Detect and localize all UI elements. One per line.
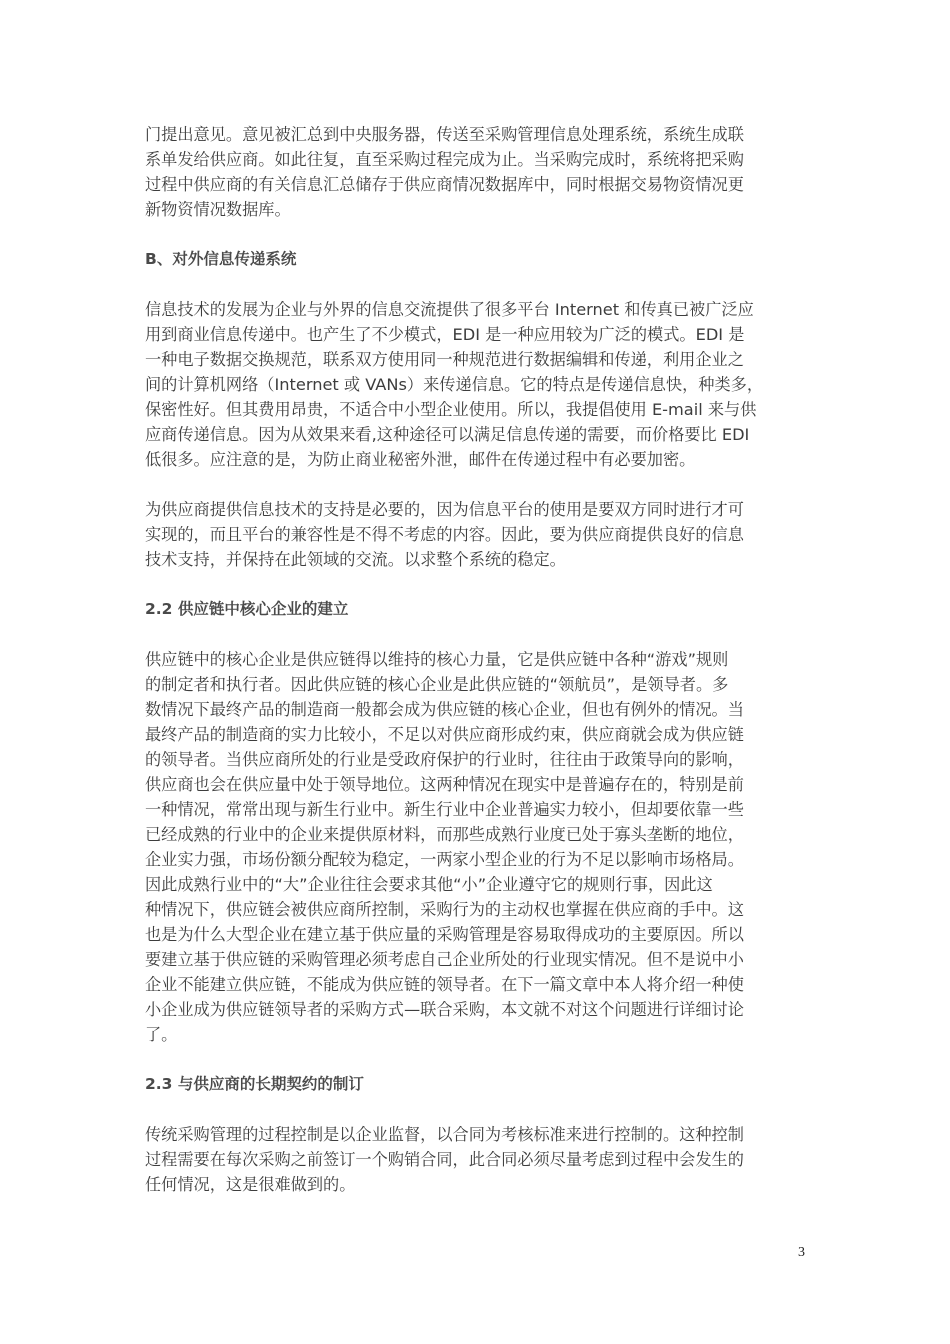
paragraph-edi xyxy=(145,297,805,472)
text-line: 一种情况，常常出现与新生行业中。新生行业中企业普遍实力较小，但却要依靠一些 xyxy=(145,800,744,819)
text-line: 也是为什么大型企业在建立基于供应量的采购管理是容易取得成功的主要原因。所以 xyxy=(145,925,744,944)
text-line: 信息技术的发展为企业与外界的信息交流提供了很多平台 Internet 和传真已被广泛应 xyxy=(145,300,754,319)
text-line: 为供应商提供信息技术的支持是必要的，因为信息平台的使用是要双方同时进行才可 xyxy=(145,500,744,519)
document-body xyxy=(145,122,805,1197)
section-heading-2-2: 2.2 供应链中核心企业的建立 xyxy=(145,600,349,618)
text-line: 因此成熟行业中的“大”企业往往会要求其他“小”企业遵守它的规则行事，因此这 xyxy=(145,875,713,894)
text-line: 实现的，而且平台的兼容性是不得不考虑的内容。因此，要为供应商提供良好的信息 xyxy=(145,525,744,544)
text-line: 要建立基于供应链的采购管理必须考虑自己企业所处的行业现实情况。但不是说中小 xyxy=(145,950,744,969)
text-line: 最终产品的制造商的实力比较小，不足以对供应商形成约束，供应商就会成为供应链 xyxy=(145,725,744,744)
paragraph-core-enterprise xyxy=(145,647,805,1047)
text-line: 应商传递信息。因为从效果来看,这种途径可以满足信息传递的需要，而价格要比 EDI xyxy=(145,425,750,444)
text-line: 过程需要在每次采购之前签订一个购销合同，此合同必须尽量考虑到过程中会发生的 xyxy=(145,1150,744,1169)
text-line: 技术支持，并保持在此领域的交流。以求整个系统的稳定。 xyxy=(145,550,566,569)
text-line: 数情况下最终产品的制造商一般都会成为供应链的核心企业，但也有例外的情况。当 xyxy=(145,700,744,719)
section-heading-external-info: B、对外信息传递系统 xyxy=(145,250,297,268)
paragraph-it-support xyxy=(145,497,805,572)
text-line: 任何情况，这是很难做到的。 xyxy=(145,1175,356,1194)
text-line: 企业不能建立供应链，不能成为供应链的领导者。在下一篇文章中本人将介绍一种使 xyxy=(145,975,744,994)
text-line: 的领导者。当供应商所处的行业是受政府保护的行业时，往往由于政策导向的影响， xyxy=(145,750,744,769)
page-number: 3 xyxy=(798,1245,805,1260)
text-line: 供应商也会在供应量中处于领导地位。这两种情况在现实中是普遍存在的，特别是前 xyxy=(145,775,744,794)
text-line: 低很多。应注意的是，为防止商业秘密外泄，邮件在传递过程中有必要加密。 xyxy=(145,450,696,469)
text-line: 企业实力强，市场份额分配较为稳定，一两家小型企业的行为不足以影响市场格局。 xyxy=(145,850,744,869)
text-line: 传统采购管理的过程控制是以企业监督，以合同为考核标准来进行控制的。这种控制 xyxy=(145,1125,744,1144)
text-line: 了。 xyxy=(145,1025,178,1044)
paragraph-process-control xyxy=(145,1122,805,1197)
text-line: 门提出意见。意见被汇总到中央服务器，传送至采购管理信息处理系统，系统生成联 xyxy=(145,125,744,144)
paragraph-central-server xyxy=(145,122,805,222)
text-line: 小企业成为供应链领导者的采购方式—联合采购，本文就不对这个问题进行详细讨论 xyxy=(145,1000,744,1019)
text-line: 用到商业信息传递中。也产生了不少模式，EDI 是一种应用较为广泛的模式。EDI 是 xyxy=(145,325,745,344)
text-line: 供应链中的核心企业是供应链得以维持的核心力量，它是供应链中各种“游戏”规则 xyxy=(145,650,729,669)
text-line: 保密性好。但其费用昂贵，不适合中小型企业使用。所以，我提倡使用 E-mail 来与供 xyxy=(145,400,757,419)
text-line: 系单发给供应商。如此往复，直至采购过程完成为止。当采购完成时，系统将把采购 xyxy=(145,150,744,169)
text-line: 的制定者和执行者。因此供应链的核心企业是此供应链的“领航员”，是领导者。多 xyxy=(145,675,729,694)
text-line: 一种电子数据交换规范，联系双方使用同一种规范进行数据编辑和传递，利用企业之 xyxy=(145,350,744,369)
text-line: 过程中供应商的有关信息汇总储存于供应商情况数据库中，同时根据交易物资情况更 xyxy=(145,175,744,194)
text-line: 种情况下，供应链会被供应商所控制，采购行为的主动权也掌握在供应商的手中。这 xyxy=(145,900,744,919)
section-heading-2-3: 2.3 与供应商的长期契约的制订 xyxy=(145,1075,364,1093)
text-line: 已经成熟的行业中的企业来提供原材料，而那些成熟行业度已处于寡头垄断的地位， xyxy=(145,825,744,844)
text-line: 间的计算机网络（Internet 或 VANs）来传递信息。它的特点是传递信息快，种类多， xyxy=(145,375,764,394)
text-line: 新物资情况数据库。 xyxy=(145,200,291,219)
